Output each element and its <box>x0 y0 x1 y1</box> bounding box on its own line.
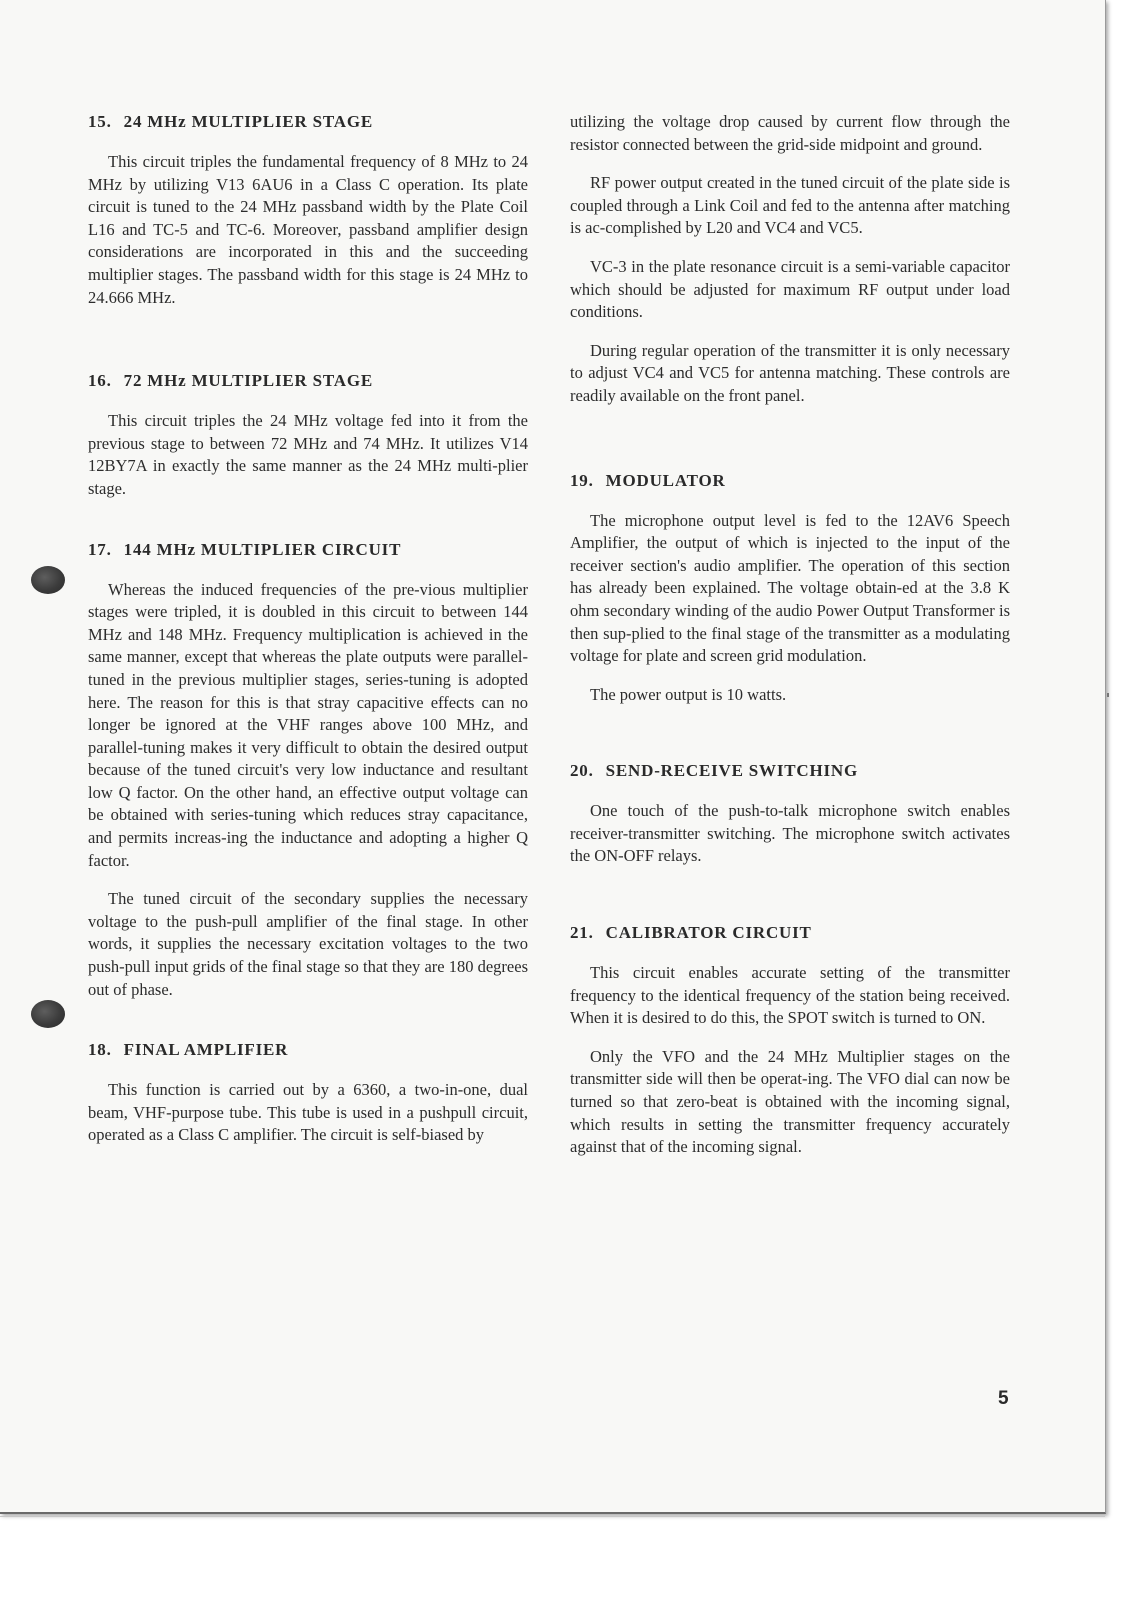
section-heading <box>88 111 528 133</box>
section-21 <box>570 922 1010 1159</box>
paragraph: This circuit triples the 24 MHz voltage fed into it from the previous stage to between 72 MHz and 74 MHz. It utilizes V14 12BY7A in exactly the same manner as the 24 MHz multi-plier stage. <box>88 411 528 498</box>
section-18-continued <box>570 111 1010 408</box>
paragraph: VC-3 in the plate resonance circuit is a semi-variable capacitor which should be adjusted for maximum RF output under load conditions. <box>570 256 1010 322</box>
paragraph: The tuned circuit of the secondary supplies the necessary voltage to the push-pull amplifier of the final stage. In other words, it supplies the necessary excitation voltages to the two push-pull input grids of the final stage so that they are 180 degrees out of phase. <box>88 889 528 999</box>
page-number: 5 <box>998 1388 1009 1409</box>
section-heading <box>570 922 1010 944</box>
section-heading <box>570 760 1010 782</box>
section-17 <box>88 539 528 1002</box>
paragraph: This function is carried out by a 6360, a two-in-one, dual beam, VHF-purpose tube. This tube is used in a pushpull circuit, operated as a Class C amplifier. The circuit is self-biased by <box>88 1080 528 1145</box>
paragraph: Only the VFO and the 24 MHz Multiplier stages on the transmitter side will then be operat-ing. The VFO dial can now be turned so that zero-beat is obtained with the incoming signal, which results in setting the transmitter frequency accurately against that of the incoming signal. <box>570 1046 1010 1157</box>
section-number: 21. <box>570 923 594 943</box>
paragraph: Whereas the induced frequencies of the pre-vious multiplier stages were tripled, it is doubled in this circuit to between 144 MHz and 148 MHz. Frequency multiplication is achieved in the same manner, except that whereas the plate outputs were parallel-tuned in the previous multiplier stages, series-tuning is adopted here. The reason for this is that stray capacitive effects can no longer be ignored at the VHF ranges above 100 MHz, and parallel-tuning makes it very difficult to obtain the desired output because of the tuned circuit's very low inductance and resultant low Q factor. On the other hand, an effective output voltage can be obtained with series-tuning which reduces stray capacitance, and permits increas-ing the inductance and adopting a higher Q factor. <box>88 579 528 870</box>
section-18 <box>88 1039 528 1147</box>
section-heading <box>570 470 1010 492</box>
paragraph: This circuit triples the fundamental frequency of 8 MHz to 24 MHz by utilizing V13 6AU6 in a Class C operation. Its plate circuit is tuned to the 24 MHz passband width by the Plate Coil L16 and TC-5 and TC-6. Moreover, passband amplifier design considerations are incorporated in this and the succeeding multiplier stages. The passband width for this stage is 24 MHz to 24.666 MHz. <box>88 152 528 307</box>
section-title: 24 MHz MULTIPLIER STAGE <box>123 112 374 131</box>
section-16 <box>88 370 528 500</box>
punch-hole-icon <box>31 1000 65 1028</box>
section-title: CALIBRATOR CIRCUIT <box>605 923 812 943</box>
section-number: 19. <box>570 470 594 490</box>
section-title: 72 MHz MULTIPLIER STAGE <box>123 371 374 391</box>
paragraph: The power output is 10 watts. <box>590 684 787 704</box>
section-heading <box>88 370 528 392</box>
section-heading <box>88 539 528 561</box>
section-number: 16. <box>88 371 112 391</box>
section-number: 18. <box>88 1040 112 1060</box>
section-heading <box>88 1039 528 1061</box>
underlying-page-edge <box>0 1516 1105 1525</box>
section-20 <box>570 760 1010 868</box>
paragraph-continuation: utilizing the voltage drop caused by current flow through the resistor connected between the grid-side midpoint and ground. <box>570 112 1010 154</box>
paragraph: One touch of the push-to-talk microphone switch enables receiver-transmitter switching. The microphone switch activates the ON-OFF relays. <box>570 801 1010 866</box>
paragraph: This circuit enables accurate setting of the transmitter frequency to the identical frequency of the station being received. When it is desired to do this, the SPOT switch is turned to ON. <box>570 963 1010 1028</box>
section-title: MODULATOR <box>605 470 726 490</box>
paragraph: During regular operation of the transmitter it is only necessary to adjust VC4 and VC5 for antenna matching. These controls are readily available on the front panel. <box>570 340 1010 405</box>
section-number: 20. <box>570 761 594 781</box>
right-column <box>570 111 1010 1175</box>
section-title: SEND-RECEIVE SWITCHING <box>605 761 859 781</box>
punch-hole-icon <box>31 566 65 594</box>
left-column <box>88 111 528 1163</box>
section-19 <box>570 470 1010 707</box>
scan-speck <box>1107 693 1109 697</box>
section-number: 15. <box>88 112 112 131</box>
section-title: 144 MHz MULTIPLIER CIRCUIT <box>123 539 402 559</box>
section-number: 17. <box>88 539 112 559</box>
paragraph: The microphone output level is fed to the 12AV6 Speech Amplifier, the output of which is injected to the input of the receiver section's audio amplifier. The operation of this section has already been explained. The voltage obtain-ed at the 3.8 K ohm secondary winding of the audio Power Output Transformer is then sup-plied to the final stage of the transmitter as a modulating voltage for plate and screen grid modulation. <box>570 510 1010 666</box>
section-title: FINAL AMPLIFIER <box>123 1040 289 1060</box>
paragraph: RF power output created in the tuned circuit of the plate side is coupled through a Link Coil and fed to the antenna after matching is ac-complished by L20 and VC4 and VC5. <box>570 173 1010 238</box>
section-15 <box>88 111 528 309</box>
